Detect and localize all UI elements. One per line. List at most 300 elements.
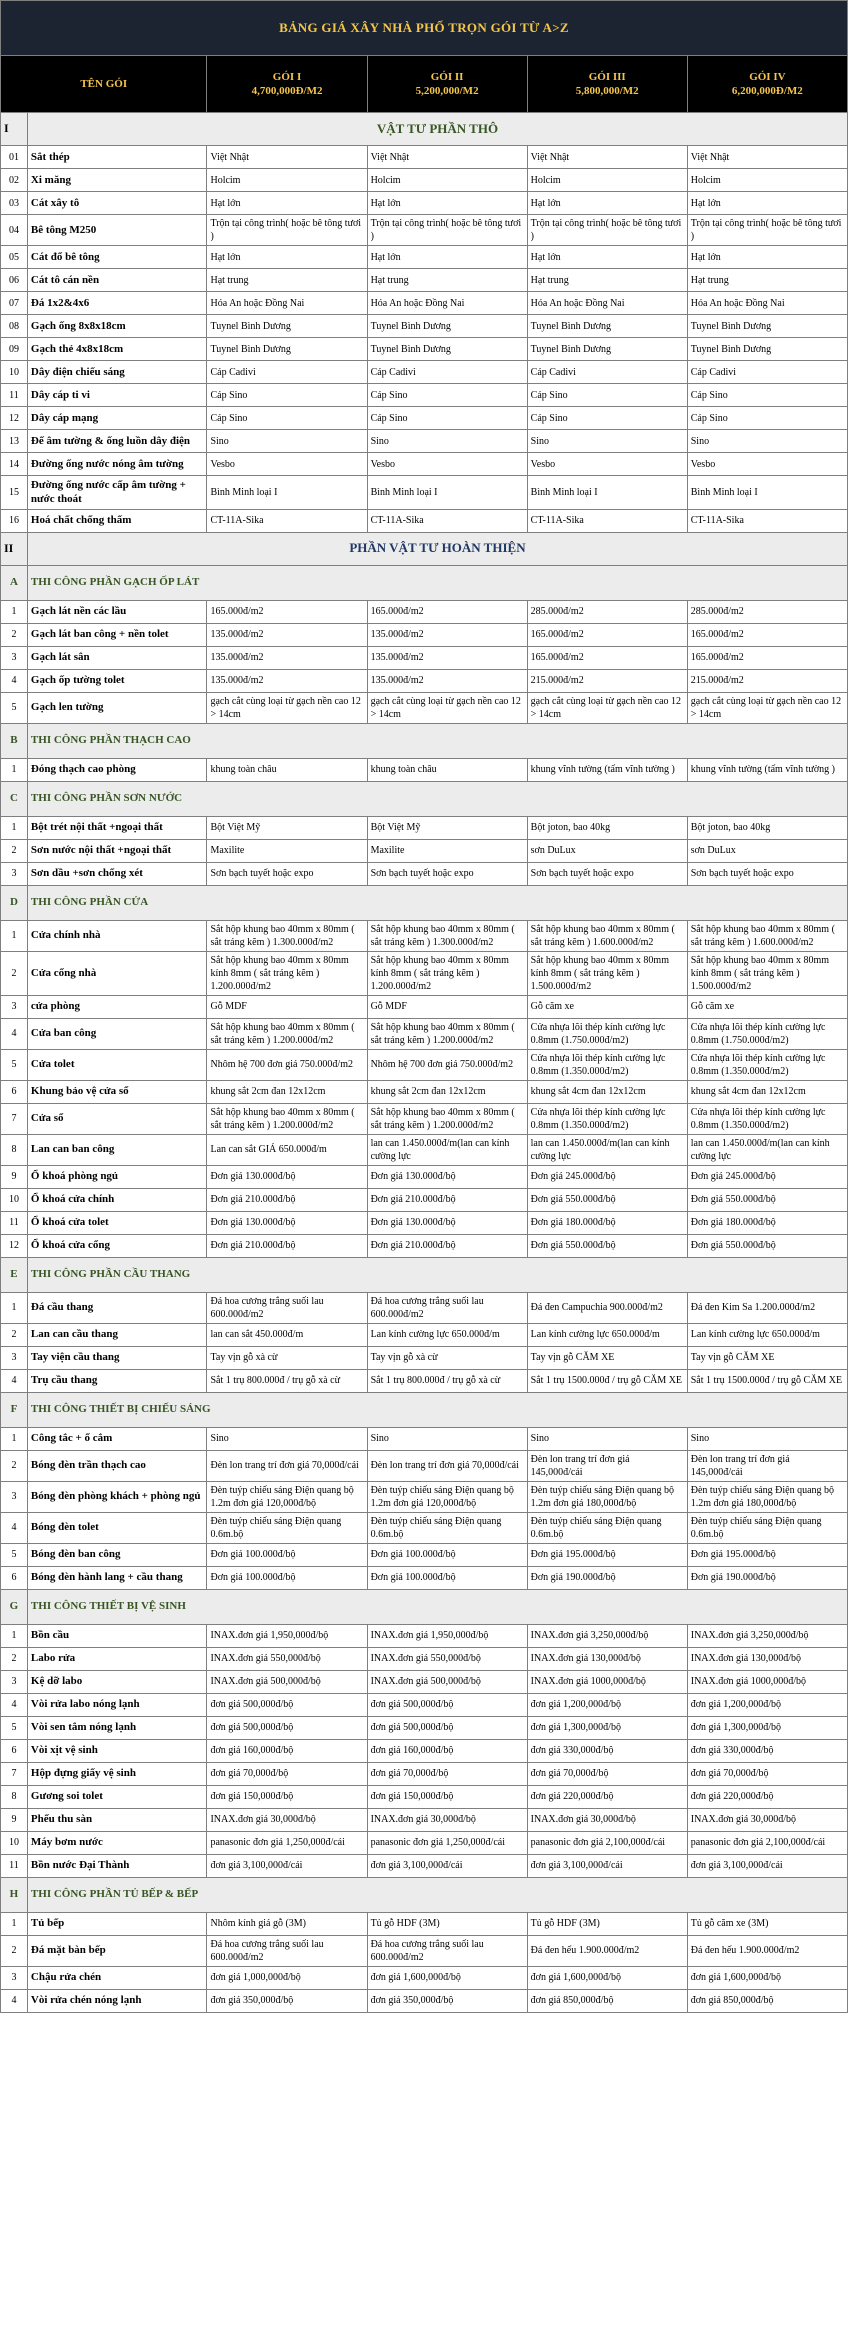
row-name: Dây cáp ti vi xyxy=(27,384,207,407)
package-1-value: Hạt trung xyxy=(207,269,367,292)
section-code: B xyxy=(1,723,28,758)
package-1-value: Maxilite xyxy=(207,839,367,862)
package-1-value: Đơn giá 210.000đ/bộ xyxy=(207,1234,367,1257)
row-code: 16 xyxy=(1,509,28,532)
row-name: Sơn nước nội thất +ngoại thất xyxy=(27,839,207,862)
package-1-value: INAX.đơn giá 550,000đ/bộ xyxy=(207,1647,367,1670)
table-row xyxy=(1,1624,848,1647)
table-row xyxy=(1,920,848,951)
row-code: 1 xyxy=(1,920,28,951)
package-1-value: Sino xyxy=(207,1427,367,1450)
package-2-value: 165.000đ/m2 xyxy=(367,600,527,623)
row-code: 8 xyxy=(1,1785,28,1808)
package-header-4 xyxy=(687,56,847,113)
table-row xyxy=(1,453,848,476)
table-row xyxy=(1,1211,848,1234)
row-name: Đóng thạch cao phòng xyxy=(27,758,207,781)
package-2-value: đơn giá 500,000đ/bộ xyxy=(367,1693,527,1716)
package-2-value: Sino xyxy=(367,430,527,453)
section-code: I xyxy=(1,113,28,146)
row-name: Máy bơm nước xyxy=(27,1831,207,1854)
section-title: THI CÔNG PHẦN CỬA xyxy=(27,885,847,920)
package-3-value: Hóa An hoặc Đồng Nai xyxy=(527,292,687,315)
package-header-1 xyxy=(207,56,367,113)
row-code: 06 xyxy=(1,269,28,292)
package-2-value: Đơn giá 130.000đ/bộ xyxy=(367,1165,527,1188)
row-name: Trụ cầu thang xyxy=(27,1369,207,1392)
row-name: Cát đổ bê tông xyxy=(27,246,207,269)
package-3-value: Sino xyxy=(527,430,687,453)
package-3-value: Trộn tại công trình( hoặc bê tông tươi ) xyxy=(527,215,687,246)
row-name: Bột trét nội thất +ngoại thất xyxy=(27,816,207,839)
package-3-value: Đèn lon trang trí đơn giá 145,000đ/cái xyxy=(527,1450,687,1481)
section-title: THI CÔNG PHẦN THẠCH CAO xyxy=(27,723,847,758)
row-code: 10 xyxy=(1,1831,28,1854)
package-1-value: đơn giá 3,100,000đ/cái xyxy=(207,1854,367,1877)
package-2-value: Sino xyxy=(367,1427,527,1450)
row-name: Vòi rửa chén nóng lạnh xyxy=(27,1989,207,2012)
package-1-value: Đèn tuýp chiếu sáng Điện quang 0.6m.bộ xyxy=(207,1512,367,1543)
section-title: THI CÔNG THIẾT BỊ CHIẾU SÁNG xyxy=(27,1392,847,1427)
section-title: THI CÔNG PHẦN GẠCH ỐP LÁT xyxy=(27,565,847,600)
section-code: A xyxy=(1,565,28,600)
row-name: Đế âm tường & ống luồn dây điện xyxy=(27,430,207,453)
package-1-price: 4,700,000Đ/M2 xyxy=(251,85,323,97)
package-3-value: Sắt 1 trụ 1500.000đ / trụ gỗ CĂM XE xyxy=(527,1369,687,1392)
row-code: 2 xyxy=(1,1450,28,1481)
package-4-value: đơn giá 1,600,000đ/bộ xyxy=(687,1966,847,1989)
package-1-value: Sắt 1 trụ 800.000đ / trụ gỗ xà cừ xyxy=(207,1369,367,1392)
section-header-row xyxy=(1,781,848,816)
package-4-value: Hóa An hoặc Đồng Nai xyxy=(687,292,847,315)
table-row xyxy=(1,384,848,407)
package-1-value: Bình Minh loại I xyxy=(207,476,367,510)
package-4-value: INAX.đơn giá 3,250,000đ/bộ xyxy=(687,1624,847,1647)
package-1-value: Gỗ MDF xyxy=(207,995,367,1018)
package-name-header: TÊN GÓI xyxy=(1,56,207,113)
package-4-value: đơn giá 850,000đ/bộ xyxy=(687,1989,847,2012)
package-2-value: Đá hoa cương trắng suối lau 600.000đ/m2 xyxy=(367,1935,527,1966)
table-row xyxy=(1,1647,848,1670)
package-3-value: Đơn giá 180.000đ/bộ xyxy=(527,1211,687,1234)
row-name: Xi măng xyxy=(27,169,207,192)
package-3-value: Đơn giá 195.000đ/bộ xyxy=(527,1543,687,1566)
section-code: G xyxy=(1,1589,28,1624)
package-3-value: Lan kính cường lực 650.000đ/m xyxy=(527,1323,687,1346)
row-code: 1 xyxy=(1,1624,28,1647)
table-row xyxy=(1,338,848,361)
row-name: Kệ dỡ labo xyxy=(27,1670,207,1693)
row-code: 5 xyxy=(1,1049,28,1080)
row-code: 3 xyxy=(1,1481,28,1512)
section-title: PHẦN VẬT TƯ HOÀN THIỆN xyxy=(27,532,847,565)
package-4-value: Hạt lớn xyxy=(687,192,847,215)
package-2-value: Sắt hộp khung bao 40mm x 80mm ( sắt tráng kẽm ) 1.200.000đ/m2 xyxy=(367,1103,527,1134)
row-code: 6 xyxy=(1,1739,28,1762)
price-table-body xyxy=(1,1,848,2013)
package-1-value: đơn giá 160,000đ/bộ xyxy=(207,1739,367,1762)
row-name: Vòi rửa labo nóng lạnh xyxy=(27,1693,207,1716)
row-name: Cửa ban công xyxy=(27,1018,207,1049)
package-2-value: Đơn giá 210.000đ/bộ xyxy=(367,1234,527,1257)
package-4-value: Đá đen Kim Sa 1.200.000đ/m2 xyxy=(687,1292,847,1323)
package-3-value: Cáp Cadivi xyxy=(527,361,687,384)
package-3-value: 165.000đ/m2 xyxy=(527,623,687,646)
row-name: Công tắc + ổ cắm xyxy=(27,1427,207,1450)
package-4-value: Tay vịn gỗ CĂM XE xyxy=(687,1346,847,1369)
package-1-value: đơn giá 150,000đ/bộ xyxy=(207,1785,367,1808)
row-code: 1 xyxy=(1,816,28,839)
package-4-value: Đèn lon trang trí đơn giá 145,000đ/cái xyxy=(687,1450,847,1481)
package-2-value: Cáp Cadivi xyxy=(367,361,527,384)
package-3-value: Cửa nhựa lõi thép kính cường lực 0.8mm (1.750.000đ/m2) xyxy=(527,1018,687,1049)
section-header-row xyxy=(1,1877,848,1912)
package-2-value: Vesbo xyxy=(367,453,527,476)
package-4-value: Đơn giá 190.000đ/bộ xyxy=(687,1566,847,1589)
package-1-value: Sơn bạch tuyết hoặc expo xyxy=(207,862,367,885)
package-1-value: Đá hoa cương trắng suối lau 600.000đ/m2 xyxy=(207,1292,367,1323)
package-2-value: Gỗ MDF xyxy=(367,995,527,1018)
package-1-value: Tuynel Bình Dương xyxy=(207,338,367,361)
table-row xyxy=(1,758,848,781)
package-3-value: CT-11A-Sika xyxy=(527,509,687,532)
table-row xyxy=(1,269,848,292)
table-row xyxy=(1,1785,848,1808)
package-2-value: 135.000đ/m2 xyxy=(367,623,527,646)
package-3-value: Sino xyxy=(527,1427,687,1450)
table-row xyxy=(1,1346,848,1369)
package-4-value: gạch cắt cùng loại từ gạch nền cao 12 > 14cm xyxy=(687,692,847,723)
package-1-value: 165.000đ/m2 xyxy=(207,600,367,623)
package-1-value: INAX.đơn giá 500,000đ/bộ xyxy=(207,1670,367,1693)
package-3-value: Đá đen Campuchia 900.000đ/m2 xyxy=(527,1292,687,1323)
package-3-value: Tay vịn gỗ CĂM XE xyxy=(527,1346,687,1369)
package-1-value: 135.000đ/m2 xyxy=(207,669,367,692)
package-2-value: Bột Việt Mỹ xyxy=(367,816,527,839)
package-3-value: Cáp Sino xyxy=(527,407,687,430)
package-1-value: Hóa An hoặc Đồng Nai xyxy=(207,292,367,315)
package-4-value: Cáp Sino xyxy=(687,407,847,430)
package-2-value: đơn giá 70,000đ/bộ xyxy=(367,1762,527,1785)
package-2-value: đơn giá 160,000đ/bộ xyxy=(367,1739,527,1762)
row-name: Gạch lát ban công + nền tolet xyxy=(27,623,207,646)
table-row xyxy=(1,951,848,995)
package-3-price: 5,800,000/M2 xyxy=(575,85,639,97)
package-4-value: Đơn giá 245.000đ/bộ xyxy=(687,1165,847,1188)
section-header-row xyxy=(1,565,848,600)
package-3-value: Cửa nhựa lõi thép kính cường lực 0.8mm (1.350.000đ/m2) xyxy=(527,1103,687,1134)
row-code: 4 xyxy=(1,1693,28,1716)
table-row xyxy=(1,1854,848,1877)
package-1-value: Sino xyxy=(207,430,367,453)
row-code: 4 xyxy=(1,1369,28,1392)
row-code: 6 xyxy=(1,1080,28,1103)
row-code: 10 xyxy=(1,361,28,384)
section-header-row xyxy=(1,1392,848,1427)
package-1-value: đơn giá 1,000,000đ/bộ xyxy=(207,1966,367,1989)
header-row xyxy=(1,56,848,113)
package-3-value: Tuynel Bình Dương xyxy=(527,338,687,361)
package-3-value: 215.000đ/m2 xyxy=(527,669,687,692)
package-3-value: Sơn bạch tuyết hoặc expo xyxy=(527,862,687,885)
row-name: Đường ống nước nóng âm tường xyxy=(27,453,207,476)
package-3-value: Đơn giá 550.000đ/bộ xyxy=(527,1234,687,1257)
package-4-value: Đèn tuýp chiếu sáng Điện quang bộ 1.2m đơn giá 180,000đ/bộ xyxy=(687,1481,847,1512)
row-code: 6 xyxy=(1,1566,28,1589)
package-3-value: Holcim xyxy=(527,169,687,192)
table-row xyxy=(1,361,848,384)
package-1-value: 135.000đ/m2 xyxy=(207,623,367,646)
package-1-value: Tay vịn gỗ xà cừ xyxy=(207,1346,367,1369)
package-4-value: Việt Nhật xyxy=(687,146,847,169)
section-code: D xyxy=(1,885,28,920)
package-3-value: khung sắt 4cm đan 12x12cm xyxy=(527,1080,687,1103)
row-code: 2 xyxy=(1,623,28,646)
package-4-value: khung sắt 4cm đan 12x12cm xyxy=(687,1080,847,1103)
package-3-value: Hạt trung xyxy=(527,269,687,292)
package-header-2 xyxy=(367,56,527,113)
package-4-value: Đơn giá 180.000đ/bộ xyxy=(687,1211,847,1234)
package-3-value: INAX.đơn giá 30,000đ/bộ xyxy=(527,1808,687,1831)
package-4-value: Tuynel Bình Dương xyxy=(687,315,847,338)
row-name: Gạch ống 8x8x18cm xyxy=(27,315,207,338)
package-2-value: Nhôm hệ 700 đơn giá 750.000đ/m2 xyxy=(367,1049,527,1080)
package-2-value: Đơn giá 100.000đ/bộ xyxy=(367,1543,527,1566)
package-4-value: 165.000đ/m2 xyxy=(687,646,847,669)
row-name: Gạch ốp tường tolet xyxy=(27,669,207,692)
package-2-value: Sắt hộp khung bao 40mm x 80mm kính 8mm ( sắt tráng kẽm ) 1.200.000đ/m2 xyxy=(367,951,527,995)
row-code: 4 xyxy=(1,1989,28,2012)
table-row xyxy=(1,669,848,692)
package-2-value: INAX.đơn giá 550,000đ/bộ xyxy=(367,1647,527,1670)
section-code: II xyxy=(1,532,28,565)
package-4-value: 285.000đ/m2 xyxy=(687,600,847,623)
row-code: 3 xyxy=(1,646,28,669)
package-2-price: 5,200,000/M2 xyxy=(415,85,479,97)
package-3-value: sơn DuLux xyxy=(527,839,687,862)
package-2-value: Maxilite xyxy=(367,839,527,862)
package-1-value: Bột Việt Mỹ xyxy=(207,816,367,839)
row-code: 14 xyxy=(1,453,28,476)
table-row xyxy=(1,1134,848,1165)
table-row xyxy=(1,839,848,862)
package-4-value: khung vĩnh tường (tấm vĩnh tường ) xyxy=(687,758,847,781)
row-code: 05 xyxy=(1,246,28,269)
row-name: Đường ống nước cấp âm tường + nước thoát xyxy=(27,476,207,510)
row-code: 5 xyxy=(1,1716,28,1739)
table-row xyxy=(1,315,848,338)
row-name: Bê tông M250 xyxy=(27,215,207,246)
package-1-value: Cáp Sino xyxy=(207,407,367,430)
package-2-value: Hóa An hoặc Đồng Nai xyxy=(367,292,527,315)
package-1-value: Đá hoa cương trắng suối lau 600.000đ/m2 xyxy=(207,1935,367,1966)
section-title: THI CÔNG PHẦN TỦ BẾP & BẾP xyxy=(27,1877,847,1912)
table-row xyxy=(1,1716,848,1739)
row-name: Gạch lát sân xyxy=(27,646,207,669)
table-row xyxy=(1,509,848,532)
row-code: 03 xyxy=(1,192,28,215)
package-2-value: Đèn tuýp chiếu sáng Điện quang bộ 1.2m đơn giá 120,000đ/bộ xyxy=(367,1481,527,1512)
table-row xyxy=(1,1566,848,1589)
row-name: Gạch len tường xyxy=(27,692,207,723)
package-1-value: Sắt hộp khung bao 40mm x 80mm ( sắt tráng kẽm ) 1.300.000đ/m2 xyxy=(207,920,367,951)
package-2-value: Sắt 1 trụ 800.000đ / trụ gỗ xà cừ xyxy=(367,1369,527,1392)
package-4-value: đơn giá 1,300,000đ/bộ xyxy=(687,1716,847,1739)
row-code: 3 xyxy=(1,1346,28,1369)
row-name: Bóng đèn phòng khách + phòng ngủ xyxy=(27,1481,207,1512)
package-4-name: GÓI IV xyxy=(749,70,786,83)
package-3-value: Đơn giá 550.000đ/bộ xyxy=(527,1188,687,1211)
row-name: Đá 1x2&4x6 xyxy=(27,292,207,315)
package-3-value: INAX.đơn giá 1000,000đ/bộ xyxy=(527,1670,687,1693)
row-name: Bóng đèn tolet xyxy=(27,1512,207,1543)
table-row xyxy=(1,146,848,169)
package-3-value: Đèn tuýp chiếu sáng Điện quang 0.6m.bộ xyxy=(527,1512,687,1543)
package-1-value: Holcim xyxy=(207,169,367,192)
package-3-value: Bình Minh loại I xyxy=(527,476,687,510)
row-code: 07 xyxy=(1,292,28,315)
section-title: THI CÔNG THIẾT BỊ VỆ SINH xyxy=(27,1589,847,1624)
package-1-value: Nhôm kính giá gỗ (3M) xyxy=(207,1912,367,1935)
package-4-value: Lan kính cường lực 650.000đ/m xyxy=(687,1323,847,1346)
package-4-value: Tuynel Bình Dương xyxy=(687,338,847,361)
row-code: 11 xyxy=(1,384,28,407)
package-1-value: CT-11A-Sika xyxy=(207,509,367,532)
table-row xyxy=(1,215,848,246)
package-4-price: 6,200,000Đ/M2 xyxy=(731,85,803,97)
package-2-value: lan can 1.450.000đ/m(lan can kính cường lực xyxy=(367,1134,527,1165)
package-4-value: Bình Minh loại I xyxy=(687,476,847,510)
table-row xyxy=(1,600,848,623)
package-4-value: Đá đen hếu 1.900.000đ/m2 xyxy=(687,1935,847,1966)
row-name: Vòi xịt vệ sinh xyxy=(27,1739,207,1762)
package-3-value: lan can 1.450.000đ/m(lan can kính cường lực xyxy=(527,1134,687,1165)
package-3-value: đơn giá 850,000đ/bộ xyxy=(527,1989,687,2012)
table-row xyxy=(1,1512,848,1543)
package-2-value: Bình Minh loại I xyxy=(367,476,527,510)
row-code: 11 xyxy=(1,1854,28,1877)
page-title: BẢNG GIÁ XÂY NHÀ PHỐ TRỌN GÓI TỪ A>Z xyxy=(1,1,848,56)
package-4-value: đơn giá 3,100,000đ/cái xyxy=(687,1854,847,1877)
row-code: 5 xyxy=(1,1543,28,1566)
package-4-value: đơn giá 220,000đ/bộ xyxy=(687,1785,847,1808)
table-row xyxy=(1,1808,848,1831)
table-row xyxy=(1,1912,848,1935)
package-4-value: Hạt trung xyxy=(687,269,847,292)
row-name: Ổ khoá phòng ngủ xyxy=(27,1165,207,1188)
table-row xyxy=(1,1427,848,1450)
table-row xyxy=(1,1369,848,1392)
package-4-value: Holcim xyxy=(687,169,847,192)
row-code: 3 xyxy=(1,1966,28,1989)
package-1-value: Đơn giá 130.000đ/bộ xyxy=(207,1211,367,1234)
table-row xyxy=(1,623,848,646)
package-3-value: Đơn giá 245.000đ/bộ xyxy=(527,1165,687,1188)
section-header-row xyxy=(1,885,848,920)
package-2-value: INAX.đơn giá 1,950,000đ/bộ xyxy=(367,1624,527,1647)
package-2-value: Tuynel Bình Dương xyxy=(367,338,527,361)
table-row xyxy=(1,1450,848,1481)
package-3-value: Đơn giá 190.000đ/bộ xyxy=(527,1566,687,1589)
package-3-value: Hạt lớn xyxy=(527,192,687,215)
package-2-value: Hạt trung xyxy=(367,269,527,292)
package-1-value: đơn giá 500,000đ/bộ xyxy=(207,1693,367,1716)
package-3-value: đơn giá 1,200,000đ/bộ xyxy=(527,1693,687,1716)
package-1-value: Nhôm hệ 700 đơn giá 750.000đ/m2 xyxy=(207,1049,367,1080)
table-row xyxy=(1,1935,848,1966)
package-4-value: panasonic đơn giá 2,100,000đ/cái xyxy=(687,1831,847,1854)
row-code: 9 xyxy=(1,1808,28,1831)
package-2-value: Cáp Sino xyxy=(367,407,527,430)
package-2-value: Tuynel Bình Dương xyxy=(367,315,527,338)
section-header-row xyxy=(1,1257,848,1292)
table-row xyxy=(1,1762,848,1785)
row-code: 08 xyxy=(1,315,28,338)
package-3-value: Việt Nhật xyxy=(527,146,687,169)
table-row xyxy=(1,646,848,669)
section-code: C xyxy=(1,781,28,816)
package-2-value: Tay vịn gỗ xà cừ xyxy=(367,1346,527,1369)
row-name: Chậu rửa chén xyxy=(27,1966,207,1989)
row-code: 3 xyxy=(1,1670,28,1693)
package-1-value: Đơn giá 100.000đ/bộ xyxy=(207,1566,367,1589)
row-code: 1 xyxy=(1,1292,28,1323)
package-2-value: đơn giá 1,600,000đ/bộ xyxy=(367,1966,527,1989)
package-4-value: Sơn bạch tuyết hoặc expo xyxy=(687,862,847,885)
package-2-value: Việt Nhật xyxy=(367,146,527,169)
package-1-value: khung toàn châu xyxy=(207,758,367,781)
package-2-value: 135.000đ/m2 xyxy=(367,646,527,669)
row-name: Vòi sen tắm nóng lạnh xyxy=(27,1716,207,1739)
table-row xyxy=(1,192,848,215)
table-row xyxy=(1,1165,848,1188)
row-name: Hộp đựng giấy vệ sinh xyxy=(27,1762,207,1785)
row-code: 4 xyxy=(1,1018,28,1049)
row-name: Đá mặt bàn bếp xyxy=(27,1935,207,1966)
row-name: Labo rửa xyxy=(27,1647,207,1670)
package-4-value: INAX.đơn giá 30,000đ/bộ xyxy=(687,1808,847,1831)
package-2-value: đơn giá 150,000đ/bộ xyxy=(367,1785,527,1808)
row-name: Cát tô cán nền xyxy=(27,269,207,292)
package-4-value: đơn giá 1,200,000đ/bộ xyxy=(687,1693,847,1716)
row-code: 2 xyxy=(1,1323,28,1346)
section-code: E xyxy=(1,1257,28,1292)
package-1-value: gạch cắt cùng loại từ gạch nền cao 12 > 14cm xyxy=(207,692,367,723)
row-code: 2 xyxy=(1,839,28,862)
package-3-value: INAX.đơn giá 130,000đ/bộ xyxy=(527,1647,687,1670)
table-row xyxy=(1,407,848,430)
row-name: Tay viện cầu thang xyxy=(27,1346,207,1369)
package-4-value: Cửa nhựa lõi thép kính cường lực 0.8mm (1.750.000đ/m2) xyxy=(687,1018,847,1049)
row-code: 1 xyxy=(1,1427,28,1450)
row-code: 2 xyxy=(1,1935,28,1966)
package-4-value: Sắt 1 trụ 1500.000đ / trụ gỗ CĂM XE xyxy=(687,1369,847,1392)
section-header-row xyxy=(1,532,848,565)
package-2-value: Đơn giá 100.000đ/bộ xyxy=(367,1566,527,1589)
package-2-value: khung toàn châu xyxy=(367,758,527,781)
section-header-row xyxy=(1,723,848,758)
row-code: 4 xyxy=(1,1512,28,1543)
row-name: Cát xây tô xyxy=(27,192,207,215)
package-1-value: Vesbo xyxy=(207,453,367,476)
row-name: Bồn nước Đại Thành xyxy=(27,1854,207,1877)
row-code: 7 xyxy=(1,1103,28,1134)
row-name: Bóng đèn ban công xyxy=(27,1543,207,1566)
section-code: F xyxy=(1,1392,28,1427)
table-row xyxy=(1,1103,848,1134)
package-4-value: sơn DuLux xyxy=(687,839,847,862)
package-1-value: Đèn tuýp chiếu sáng Điện quang bộ 1.2m đơn giá 120,000đ/bộ xyxy=(207,1481,367,1512)
